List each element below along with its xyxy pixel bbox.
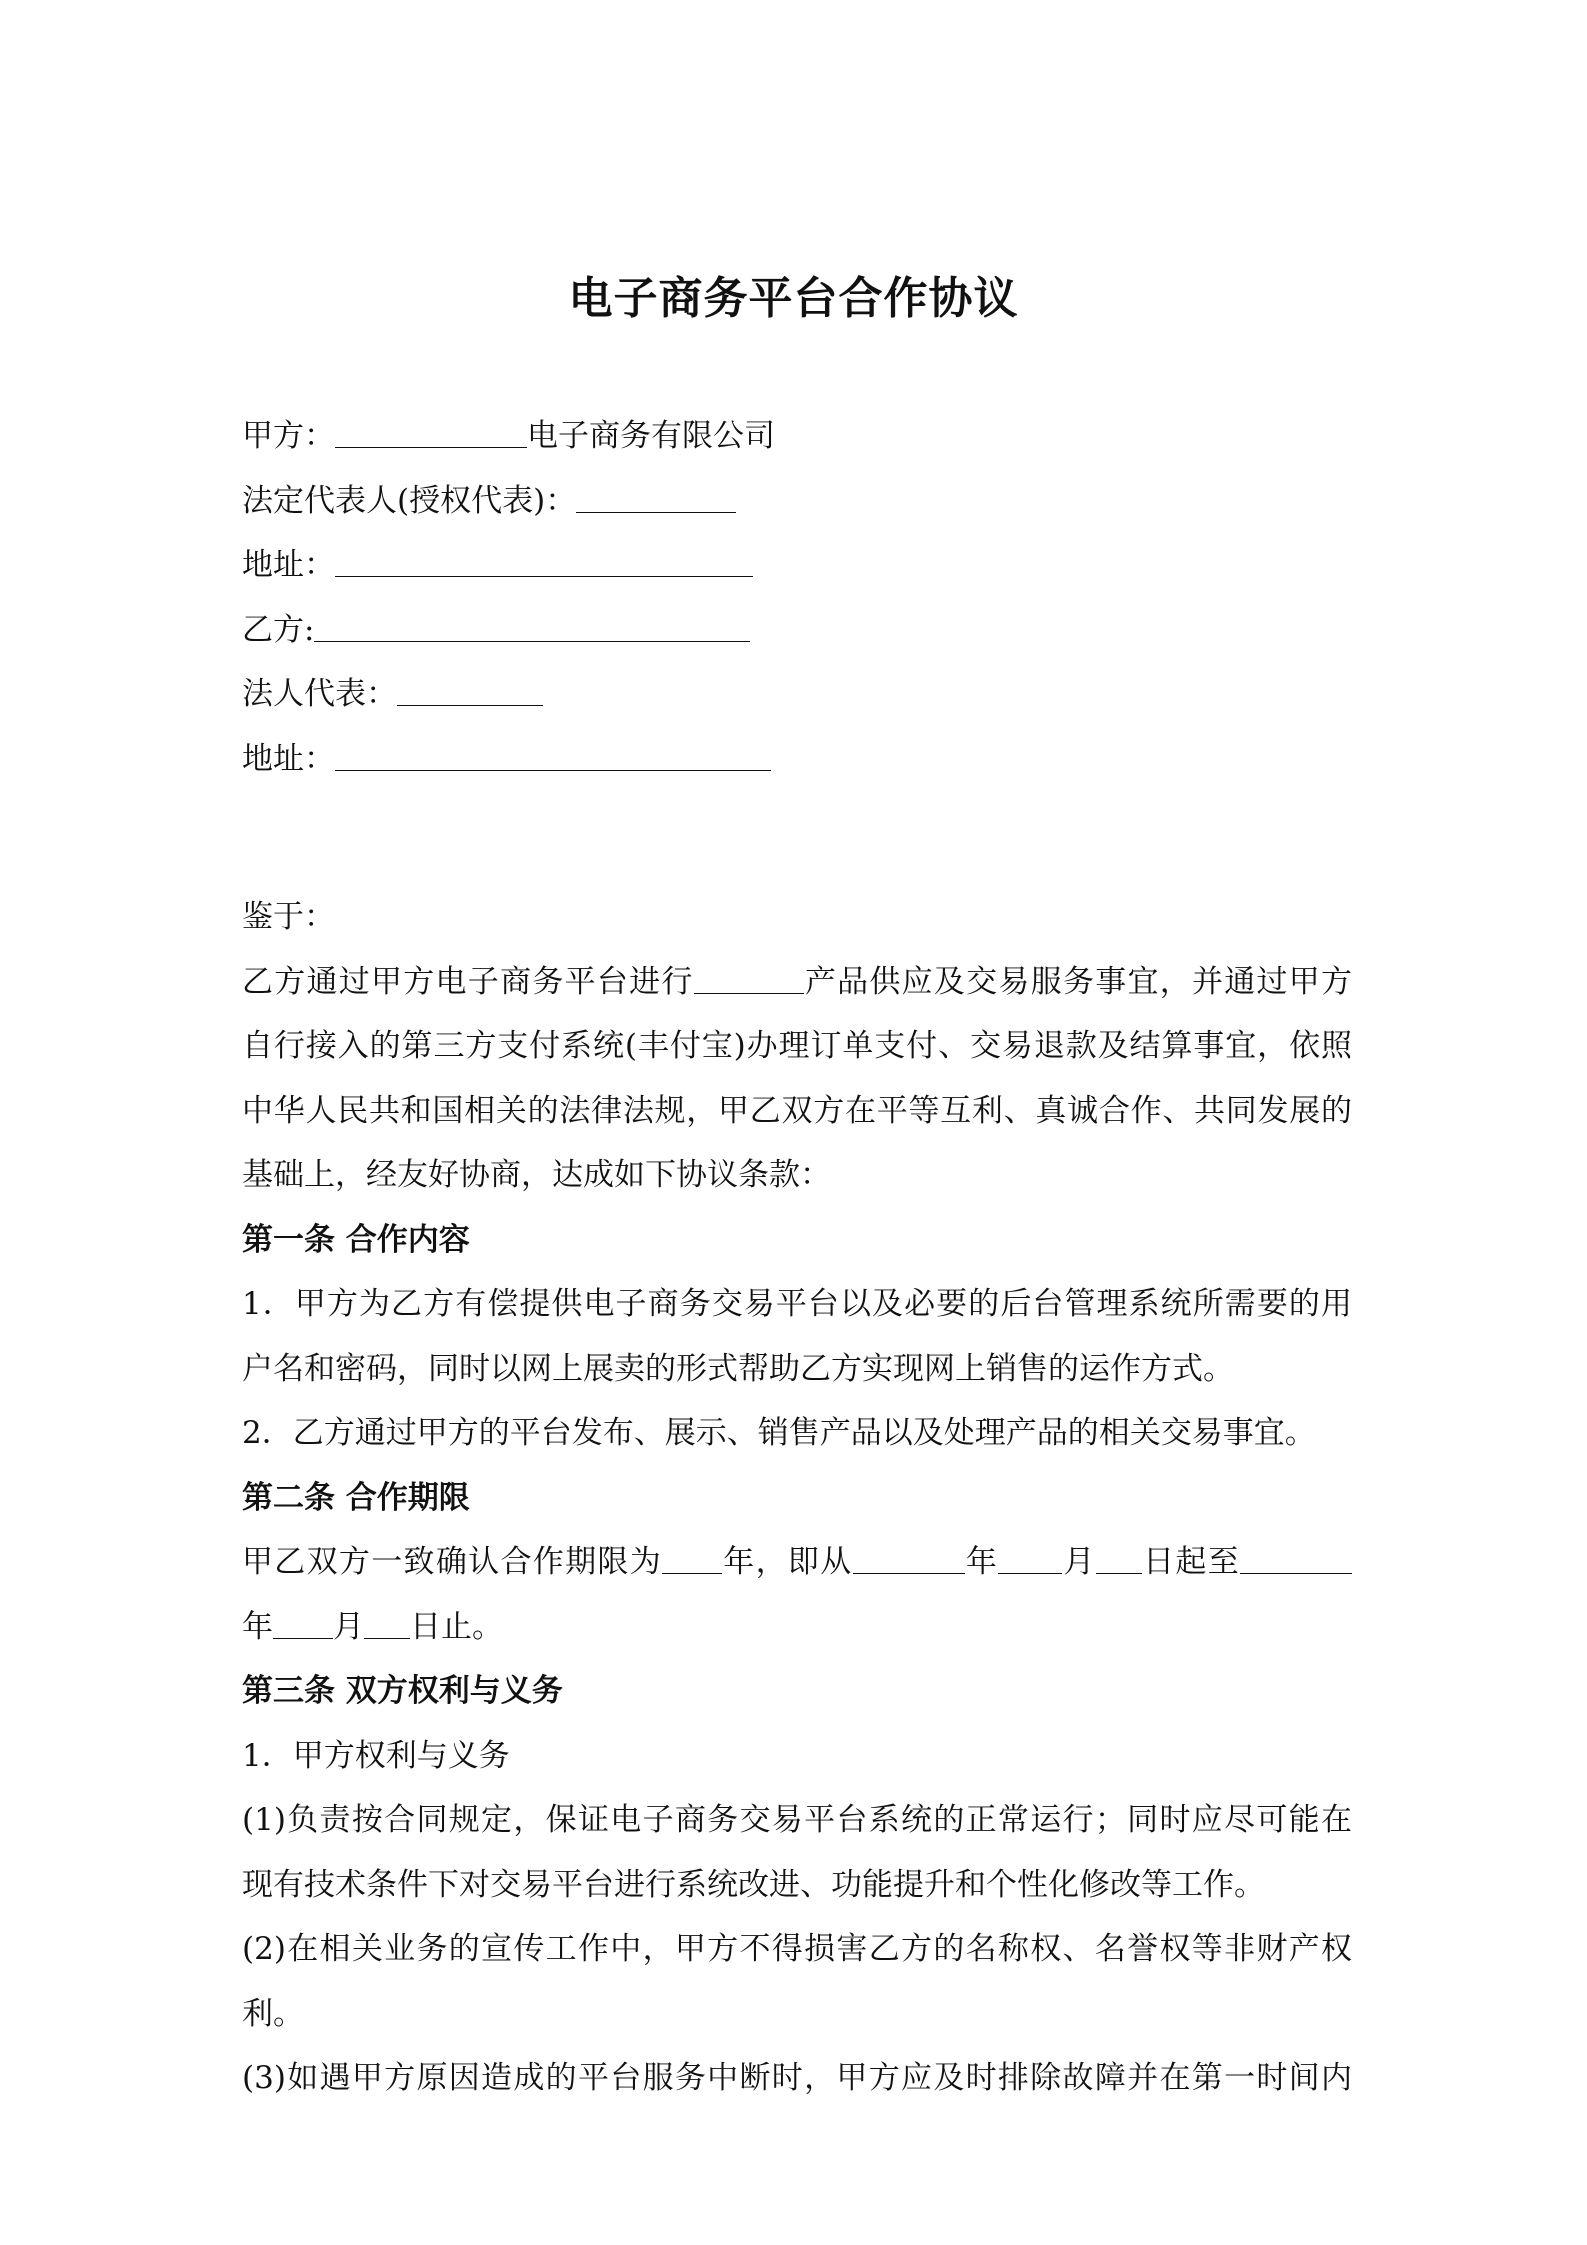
party-b-label: 乙方: — [242, 611, 315, 648]
party-a-suffix: 电子商务有限公司 — [527, 418, 775, 454]
start-year-blank — [853, 1545, 965, 1574]
legal-person-label: 法人代表： — [242, 676, 397, 712]
party-b-name-blank — [314, 613, 750, 642]
preamble-heading: 鉴于： — [242, 899, 335, 935]
term-text-g: 月 — [333, 1608, 364, 1645]
preamble-line-1 — [242, 950, 1352, 1015]
section-gap — [242, 791, 1352, 885]
term-text-d: 月 — [1062, 1544, 1096, 1580]
party-b-line — [242, 598, 1352, 663]
term-text-c: 年 — [964, 1544, 999, 1580]
article-2-line-1 — [242, 1530, 1352, 1595]
end-day-blank — [364, 1610, 410, 1639]
legal-rep-label: 法定代表人(授权代表)： — [242, 482, 577, 519]
address-label-b: 地址： — [242, 740, 335, 777]
start-month-blank — [998, 1545, 1062, 1574]
term-text-f: 年 — [242, 1608, 273, 1645]
article-3-p3-line-1: (3)如遇甲方原因造成的平台服务中断时，甲方应及时排除故障并在第一时间内 — [242, 2060, 1352, 2096]
legal-person-blank — [397, 677, 543, 706]
preamble-line-1-b: 产品供应及交易服务事宜，并通过甲方 — [803, 963, 1353, 1000]
end-month-blank — [273, 1610, 333, 1639]
legal-person-line — [242, 662, 1352, 727]
term-text-a: 甲乙双方一致确认合作期限为 — [242, 1544, 662, 1580]
end-year-blank — [1240, 1545, 1352, 1574]
preamble-line-2: 自行接入的第三方支付系统(丰付宝)办理订单支付、交易退款及结算事宜，依照 — [242, 1028, 1352, 1064]
article-3-p2-line-1: (2)在相关业务的宣传工作中，甲方不得损害乙方的名称权、名誉权等非财产权 — [242, 1931, 1352, 1967]
document-title: 电子商务平台合作协议 — [568, 273, 1019, 324]
party-a-line — [242, 404, 1352, 469]
preamble-line-4: 基础上，经友好协商，达成如下协议条款： — [242, 1157, 831, 1193]
article-1-heading: 第一条 合作内容 — [242, 1221, 470, 1258]
preamble-line-3: 中华人民共和国相关的法律法规，甲乙双方在平等互利、真诚合作、共同发展的 — [242, 1092, 1352, 1129]
address-line-a — [242, 533, 1352, 598]
article-2-heading: 第二条 合作期限 — [242, 1479, 470, 1516]
term-text-h: 日止。 — [410, 1608, 503, 1645]
term-text-b: 年，即从 — [722, 1544, 853, 1580]
article-3-p1-line-2: 现有技术条件下对交易平台进行系统改进、功能提升和个性化修改等工作。 — [242, 1866, 1265, 1903]
address-a-blank — [335, 548, 753, 577]
term-text-e: 日起至 — [1141, 1544, 1241, 1580]
article-3-sub-1: 1．甲方权利与义务 — [242, 1737, 510, 1774]
address-label-a: 地址： — [242, 547, 335, 583]
legal-rep-line — [242, 469, 1352, 534]
address-line-b — [242, 727, 1352, 792]
preamble-line-1-a: 乙方通过甲方电子商务平台进行 — [242, 963, 694, 1000]
article-1-item-1-line-2: 户名和密码，同时以网上展卖的形式帮助乙方实现网上销售的运作方式。 — [242, 1350, 1234, 1387]
legal-rep-blank — [576, 484, 736, 513]
start-day-blank — [1096, 1545, 1142, 1574]
party-a-label: 甲方： — [242, 418, 335, 454]
party-a-name-blank — [335, 419, 527, 448]
article-1-item-2: 2．乙方通过甲方的平台发布、展示、销售产品以及处理产品的相关交易事宜。 — [242, 1415, 1316, 1451]
document-body — [242, 404, 1352, 2111]
article-3-p1-line-1: (1)负责按合同规定，保证电子商务交易平台系统的正常运行；同时应尽可能在 — [242, 1802, 1352, 1838]
article-1-item-1-line-1: 1．甲方为乙方有偿提供电子商务交易平台以及必要的后台管理系统所需要的用 — [242, 1286, 1352, 1322]
article-3-heading: 第三条 双方权利与义务 — [242, 1673, 563, 1709]
article-2-line-2 — [242, 1595, 1352, 1660]
product-blank — [694, 965, 804, 994]
article-3-p2-line-2: 利。 — [242, 1995, 304, 2032]
address-b-blank — [335, 742, 771, 771]
term-years-blank — [662, 1545, 722, 1574]
